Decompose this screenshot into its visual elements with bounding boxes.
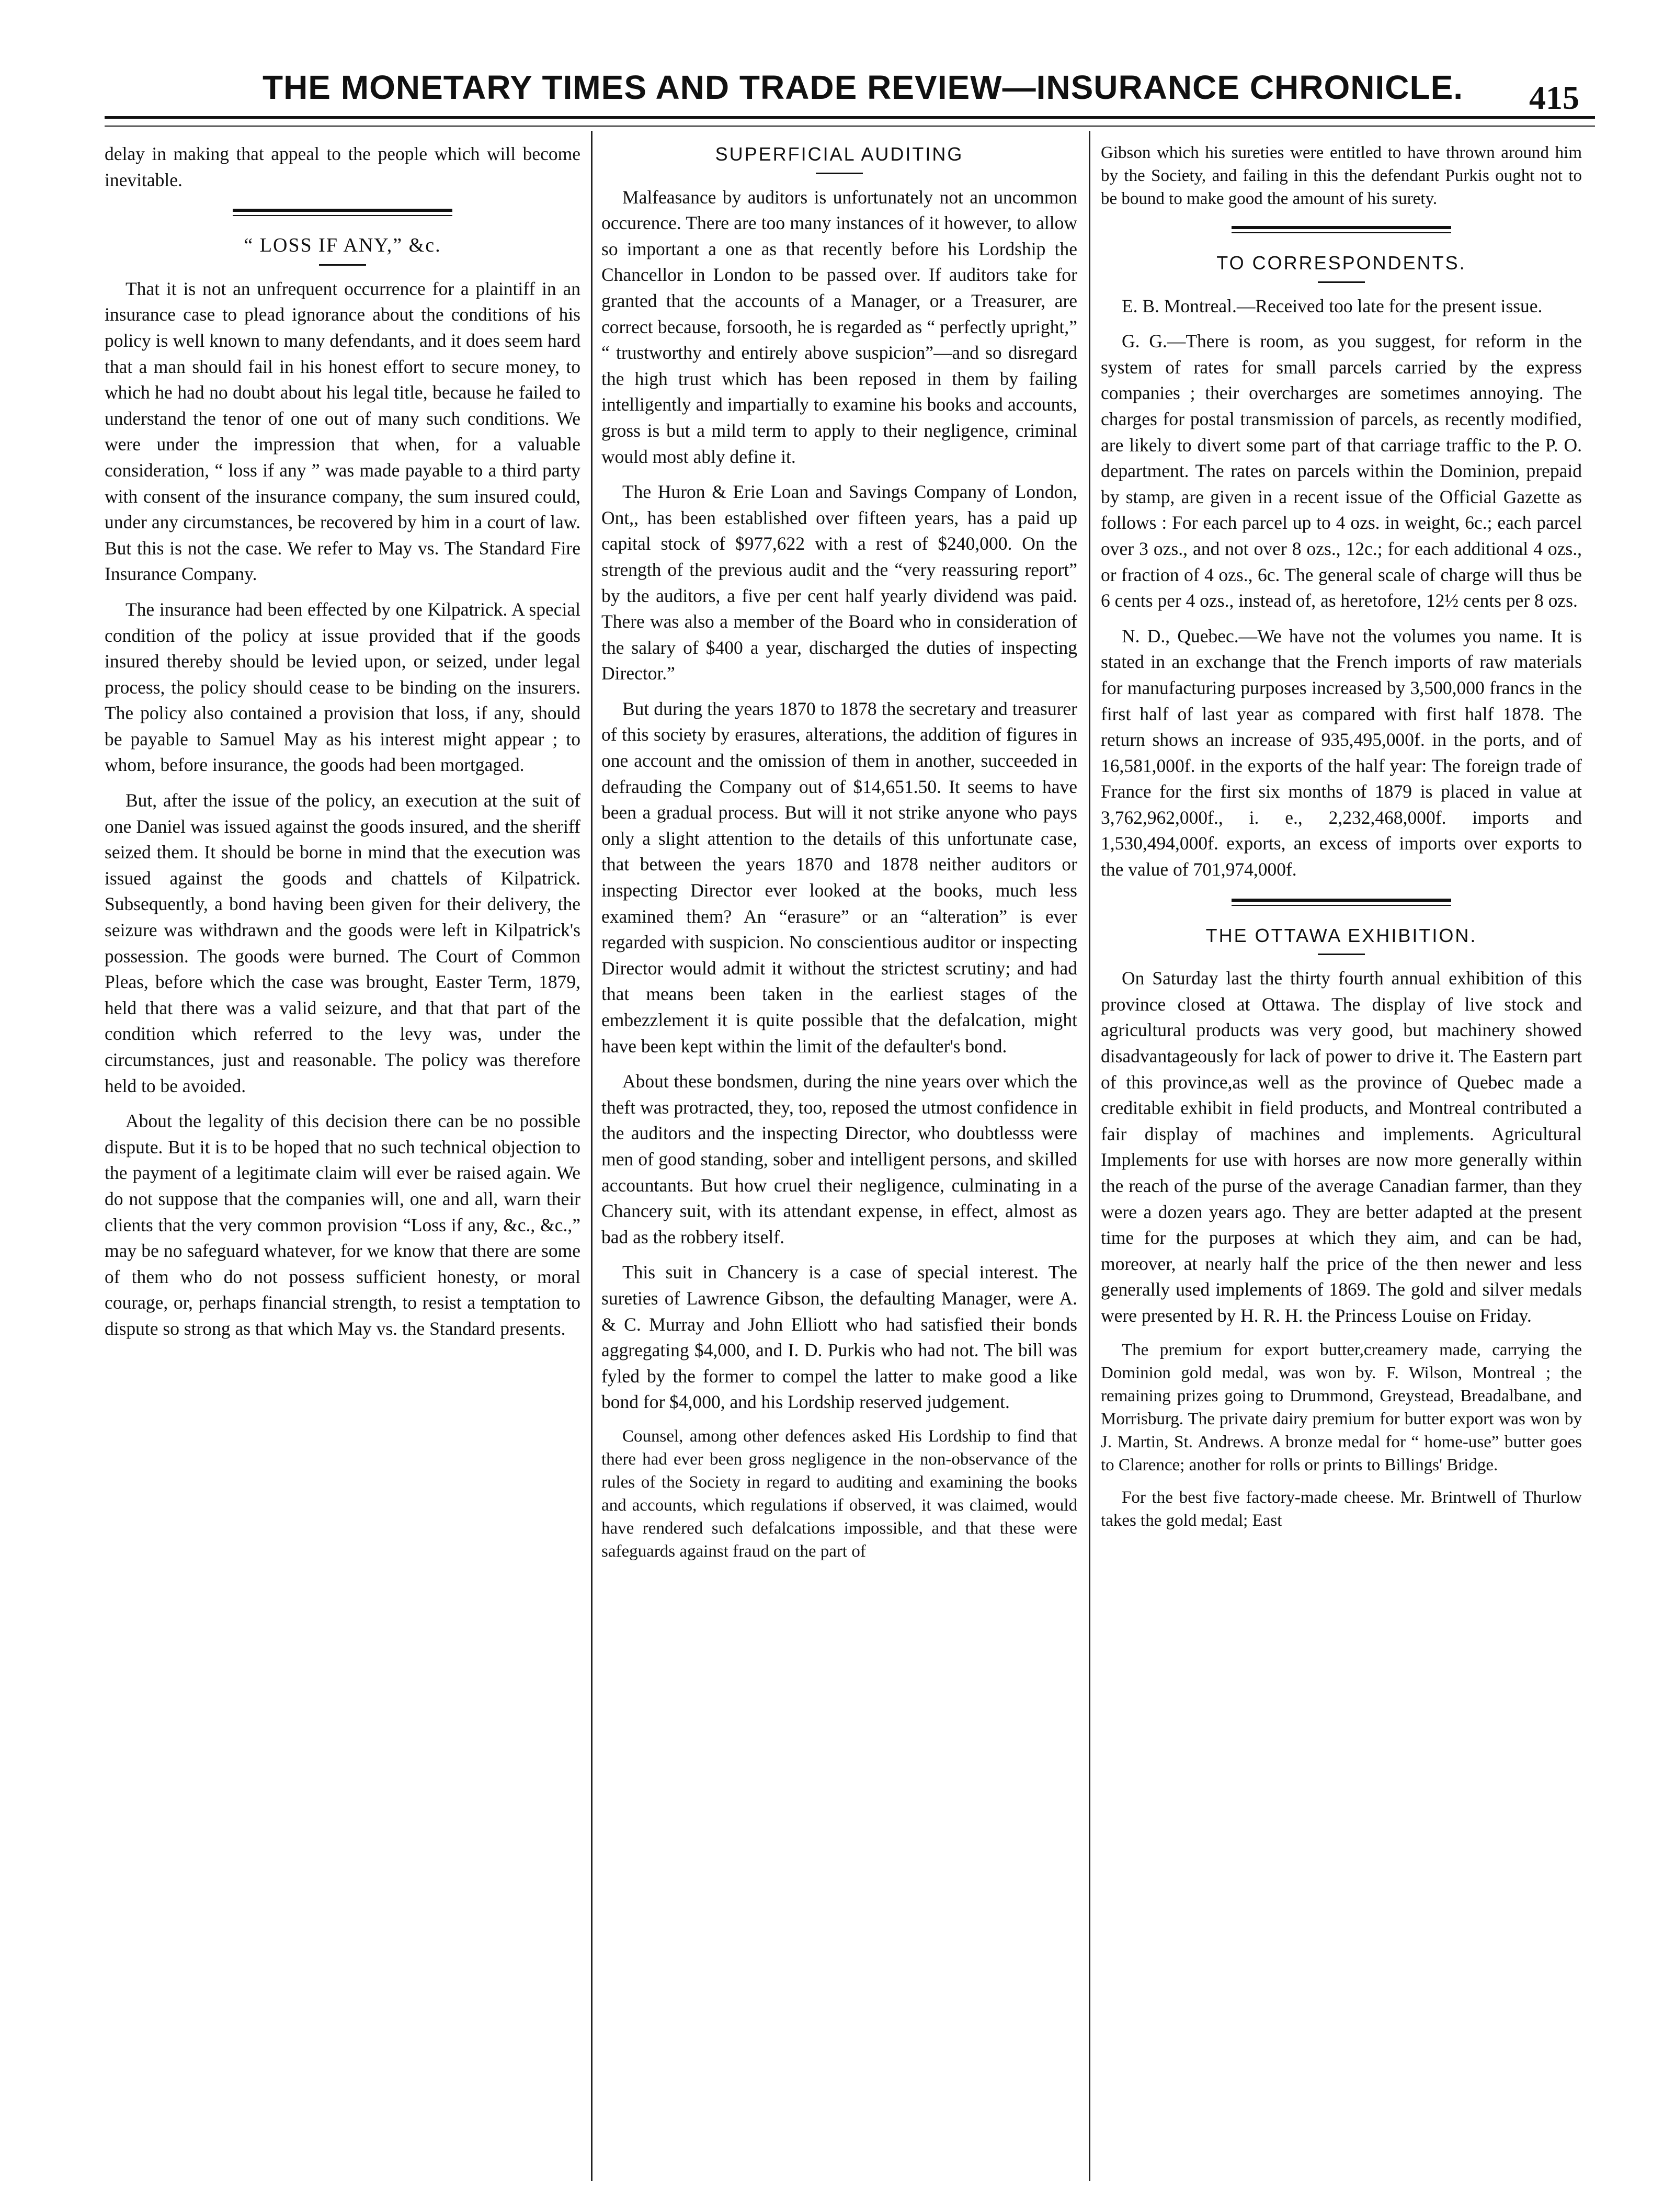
article-heading-superficial-auditing: SUPERFICIAL AUDITING — [715, 143, 964, 165]
article-paragraph: But during the years 1870 to 1878 the secretary and treasurer of this society by erasures, alterations, the addition of figures in one account and the omission of them in another, succeeded in defrauding the Company out of $14,651.50. It seems to have been a gradual process. But will it not strike anyone who pays only a slight attention to the details of this unfortunate case, that between the years 1870 and 1878 neither auditors or inspecting Director ever looked at the books, much less examined them? An “erasure” or an “alteration” is ever regarded with suspicion. No conscientious auditor or inspecting Director would admit it without the strictest scrutiny; and had that means been taken in the earliest stages of the embezzlement it is quite possible that the defalcation, might have been kept within the limit of the defaulter's bond. — [601, 698, 1077, 1057]
article-paragraph: Malfeasance by auditors is unfortunately not an uncommon occurence. There are too many instances of it however, to allow so important a one as that recently before his Lordship the Chancellor in London to be passed over. If auditors take for granted that the accounts of a Manager, or a Treasurer, are correct because, forsooth, he is regarded as “ perfectly upright,” “ trustworthy and entirely above suspicion”—and so disregard the high trust which has been reposed in them by failing intelligently and impartially to examine his books and accounts, gross is but a mild term to apply to their negligence, criminal would most ably define it. — [601, 186, 1077, 467]
column-divider — [1089, 131, 1090, 2181]
heading-rule — [1318, 281, 1365, 283]
column-2 — [601, 141, 1077, 2171]
article-paragraph: G. G.—There is room, as you suggest, for reform in the system of rates for small parcels carried by the express companies ; their overcharges are sometimes annoying. The charges for postal transmission of parcels, as recently modified, are likely to divert some part of that carriage traffic to the P. O. department. The rates on parcels within the Dominion, prepaid by stamp, are given in a recent issue of the Official Gazette as follows : For each parcel up to 4 ozs. in weight, 6c.; each parcel over 3 ozs., and not over 8 ozs., 12c.; for each additional 4 ozs., or fraction of 4 ozs., 6c. The general scale of charge will thus be 6 cents per 4 ozs., instead of, as heretofore, 12½ cents per 8 ozs. — [1101, 331, 1582, 611]
article-paragraph: Counsel, among other defences asked His Lordship to find that there had ever been gross negligence in the non-observance of the rules of the Society in regard to auditing and examining the books and accounts, which regulations if observed, it was claimed, would have rendered such defalcations impossible, and that these were safeguards against fraud on the part of — [601, 1426, 1077, 1561]
article-heading-ottawa-exhibition: THE OTTAWA EXHIBITION. — [1205, 924, 1477, 946]
column-1 — [105, 141, 580, 2171]
section-divider — [1232, 899, 1451, 906]
column-3 — [1101, 141, 1582, 2171]
masthead-rule — [105, 116, 1595, 119]
article-heading-loss-if-any: “ LOSS IF ANY,” &c. — [244, 234, 441, 257]
article-paragraph: But, after the issue of the policy, an execution at the suit of one Daniel was issued against the goods insured, and the sheriff seized them. It should be borne in mind that the execution was issued against the goods and chattels of Kilpatrick. Subsequently, a bond having been given for their delivery, the seizure was withdrawn and the goods were left in Kilpatrick's possession. The goods were burned. The Court of Common Pleas, before which the case was brought, Easter Term, 1879, held that there was a valid seizure, and that that part of the condition which referred to the levy was, under the circumstances, just and reasonable. The policy was therefore held to be avoided. — [105, 790, 580, 1096]
article-paragraph: The insurance had been effected by one Kilpatrick. A special condition of the policy at issue provided that if the goods insured thereby should be levied upon, or seized, under legal process, the policy should cease to be binding on the insurers. The policy also contained a provision that loss, if any, should be payable to Samuel May as his interest might appear ; to whom, before insurance, the goods had been mortgaged. — [105, 598, 580, 776]
section-divider — [233, 209, 452, 216]
article-paragraph: N. D., Quebec.—We have not the volumes you name. It is stated in an exchange that the French imports of raw materials for manufacturing purposes increased by 3,500,000 francs in the first half of last year as compared with first half 1878. The return shows an increase of 935,495,000f. in the ports, and of 16,581,000f. in the exports of the half year: The foreign trade of France for the first six months of 1879 is placed in value at 3,762,962,000f., i. e., 2,232,468,000f. imports and 1,530,494,000f. exports, an excess of imports over exports to the value of 701,974,000f. — [1101, 625, 1582, 880]
heading-rule — [319, 264, 366, 266]
article-paragraph: That it is not an unfrequent occurrence for a plaintiff in an insurance case to plead ignorance about the conditions of his policy is well known to many defendants, and it does seem hard that a man should fail in his honest effort to secure money, to which he had no doubt about his legal title, because he failed to understand the tenor of one out of many such conditions. We were under the impression that when, for a valuable consideration, “ loss if any ” was made payable to a third party with consent of the insurance company, the sum insured could, under any circumstances, be recovered by him in a court of law. But this is not the case. We refer to May vs. The Standard Fire Insurance Company. — [105, 278, 580, 585]
article-paragraph: Gibson which his sureties were entitled to have thrown around him by the Society, and failing in this the defendant Purkis ought not to be bound to make good the amount of his surety. — [1101, 143, 1582, 208]
masthead-rule-thin — [105, 126, 1595, 127]
heading-rule — [1318, 954, 1365, 955]
article-paragraph: This suit in Chancery is a case of special interest. The sureties of Lawrence Gibson, the defaulting Manager, were A. & C. Murray and John Elliott who had satisfied their bonds aggregating $4,000, and I. D. Purkis who had not. The bill was fyled by the former to compel the latter to make good a like bond for $4,000, and his Lordship reserved judgement. — [601, 1262, 1077, 1413]
page-number: 415 — [1529, 79, 1579, 116]
article-paragraph: The premium for export butter,creamery made, carrying the Dominion gold medal, was won by. F. Wilson, Montreal ; the remaining prizes going to Drummond, Greystead, Breadalbane, and Morrisburg. The private dairy premium for butter export was won by J. Martin, St. Andrews. A bronze medal for “ home-use” butter goes to Clarence; another for rolls or prints to Billings' Bridge. — [1101, 1340, 1582, 1474]
article-paragraph: delay in making that appeal to the people which will become inevitable. — [105, 143, 580, 190]
article-paragraph: E. B. Montreal.—Received too late for the present issue. — [1122, 295, 1543, 316]
article-heading-to-correspondents: TO CORRESPONDENTS. — [1216, 252, 1466, 274]
article-paragraph: About the legality of this decision there can be no possible dispute. But it is to be hoped that no such technical objection to the payment of a legitimate claim will ever be raised again. We do not suppose that the companies will, one and all, warn their clients that the very common provision “Loss if any, &c., &c.,” may be no safeguard whatever, for we know that there are some of them who do not possess sufficient honesty, or moral courage, or, perhaps financial strength, to resist a temptation to dispute so strong as that which May vs. the Standard presents. — [105, 1110, 580, 1339]
article-paragraph: About these bondsmen, during the nine years over which the theft was protracted, they, too, reposed the utmost confidence in the auditors and the inspecting Director, who doubtlesss were men of good standing, sober and intelligent persons, and skilled accountants. But how cruel their negligence, culminating in a Chancery suit, with its attendant expense, in effect, almost as bad as the robbery itself. — [601, 1071, 1077, 1247]
masthead-title: THE MONETARY TIMES AND TRADE REVIEW—INSURANCE CHRONICLE. — [262, 69, 1464, 106]
masthead — [105, 63, 1579, 120]
article-paragraph: For the best five factory-made cheese. Mr. Brintwell of Thurlow takes the gold medal; East — [1101, 1488, 1582, 1530]
article-paragraph: The Huron & Erie Loan and Savings Company of London, Ont,, has been established over fifteen years, has a paid up capital stock of $977,622 with a rest of $240,000. On the strength of the previous audit and the “very reassuring report” by the auditors, a five per cent half yearly dividend was paid. There was also a member of the Board who in consideration of the salary of $400 a year, discharged the duties of inspecting Director.” — [601, 481, 1077, 684]
column-divider — [591, 131, 592, 2181]
article-paragraph: On Saturday last the thirty fourth annual exhibition of this province closed at Ottawa. The display of live stock and agricultural products was very good, but machinery showed disadvantageously for lack of power to drive it. The Eastern part of this province,as well as the province of Quebec made a creditable exhibit in field products, and Montreal contributed a fair display of machines and implements. Agricultural Implements for use with horses are now more generally within the reach of the purse of the average Canadian farmer, than they were a dozen years ago. They are better adapted at the present time for the purposes at which they aim, and can be had, moreover, at nearly half the price of the then newer and less generally used implements of 1869. The gold and silver medals were presented by H. R. H. the Princess Louise on Friday. — [1101, 968, 1582, 1326]
heading-rule — [816, 173, 863, 174]
section-divider — [1232, 226, 1451, 233]
